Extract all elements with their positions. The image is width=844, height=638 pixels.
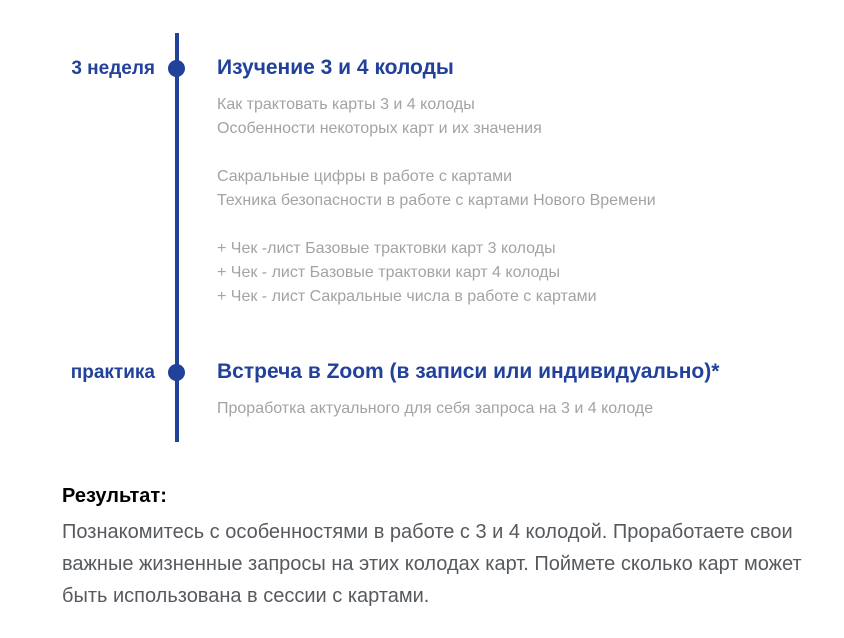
practice-topic: Проработка актуального для себя запроса на 3 и 4 колоде bbox=[217, 400, 654, 417]
checklist-item: + Чек - лист Сакральные числа в работе с картами bbox=[217, 288, 597, 305]
practice-content bbox=[217, 359, 797, 421]
week3-title: Изучение 3 и 4 колоды bbox=[217, 56, 454, 79]
week3-content bbox=[217, 55, 797, 309]
week3-topic-group-1 bbox=[217, 93, 797, 141]
result-block bbox=[62, 484, 814, 612]
timeline-label-week3: 3 неделя bbox=[71, 58, 155, 79]
timeline-label-practice: практика bbox=[70, 362, 155, 383]
checklist-item: + Чек - лист Базовые трактовки карт 4 колоды bbox=[217, 264, 561, 281]
timeline-dot-practice bbox=[168, 364, 185, 381]
week3-topic-group-2 bbox=[217, 165, 797, 213]
lesson-topic: Как трактовать карты 3 и 4 колоды bbox=[217, 96, 475, 113]
result-heading: Результат: bbox=[62, 485, 167, 507]
lesson-topic: Особенности некоторых карт и их значения bbox=[217, 120, 542, 137]
week3-checklist-group bbox=[217, 237, 797, 309]
timeline-dot-week3 bbox=[168, 60, 185, 77]
checklist-item: + Чек -лист Базовые трактовки карт 3 колоды bbox=[217, 240, 556, 257]
practice-topic-group bbox=[217, 397, 797, 421]
lesson-topic: Сакральные цифры в работе с картами bbox=[217, 168, 513, 185]
practice-title: Встреча в Zoom (в записи или индивидуально)* bbox=[217, 360, 720, 383]
lesson-topic: Техника безопасности в работе с картами Нового Времени bbox=[217, 192, 656, 209]
result-text: Познакомитесь с особенностями в работе с 3 и 4 колодой. Проработаете свои важные жизненные запросы на этих колодах карт. Поймете сколько карт может быть использована в сессии с картами. bbox=[62, 521, 802, 607]
